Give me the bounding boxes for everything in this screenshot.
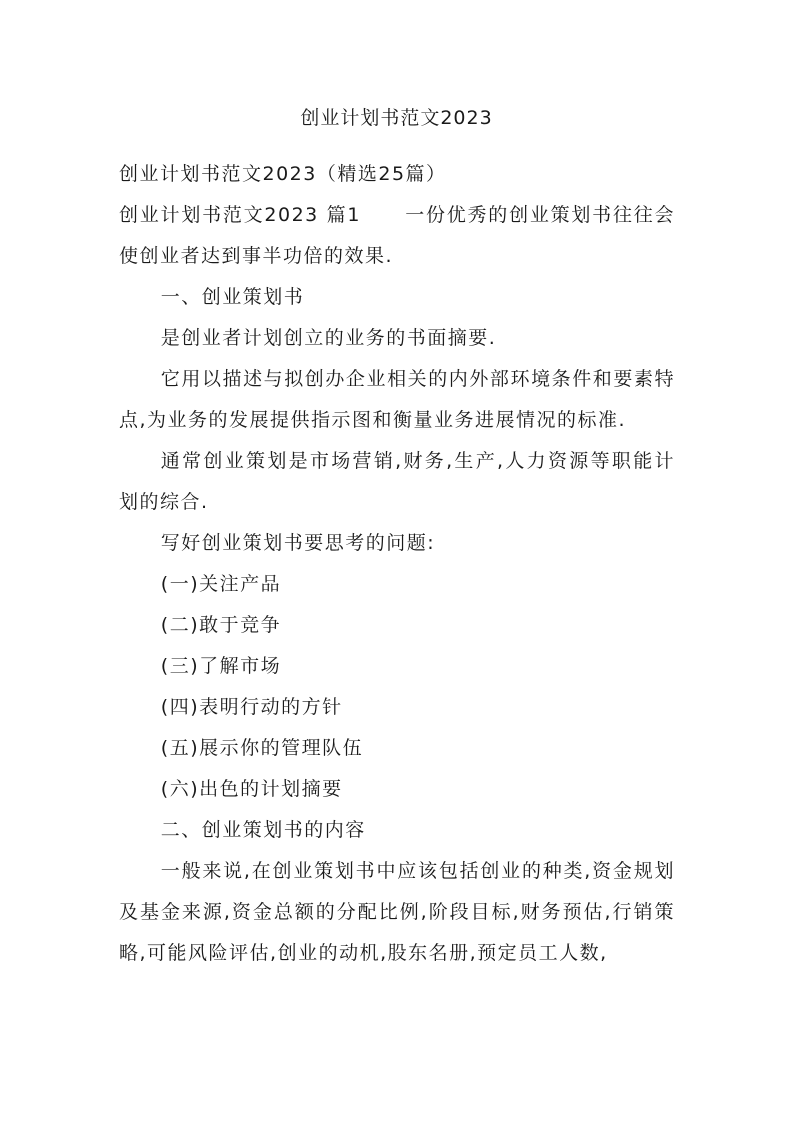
paragraph: 通常创业策划是市场营销,财务,生产,人力资源等职能计划的综合. [119,450,675,513]
section-intro [119,195,675,277]
list-item: (三)了解市场 [160,655,282,677]
document-subtitle: 创业计划书范文2023（精选25篇） [119,163,447,185]
paragraph: 是创业者计划创立的业务的书面摘要. [160,327,497,349]
paragraph: 写好创业策划书要思考的问题: [160,532,436,554]
section-head: 创业计划书范文2023 篇1 [119,204,361,226]
lead-sentence: 一份优秀的创业策划书往往会使创业者达到事半功倍的效果. [119,204,675,267]
list-item: (二)敢于竞争 [160,614,282,636]
list-item: (五)展示你的管理队伍 [160,737,364,759]
document-title: 创业计划书范文2023 [300,107,493,129]
heading-one: 一、创业策划书 [160,286,305,308]
document-body [119,154,675,974]
list-item: (一)关注产品 [160,573,282,595]
paragraph: 它用以描述与拟创办企业相关的内外部环境条件和要素特点,为业务的发展提供指示图和衡量业务进展情况的标准. [119,368,675,431]
list-item: (六)出色的计划摘要 [160,778,343,800]
paragraph: 一般来说,在创业策划书中应该包括创业的种类,资金规划及基金来源,资金总额的分配比例,阶段目标,财务预估,行销策略,可能风险评估,创业的动机,股东名册,预定员工人数, [119,860,675,964]
heading-two: 二、创业策划书的内容 [160,819,366,841]
list-item: (四)表明行动的方针 [160,696,343,718]
